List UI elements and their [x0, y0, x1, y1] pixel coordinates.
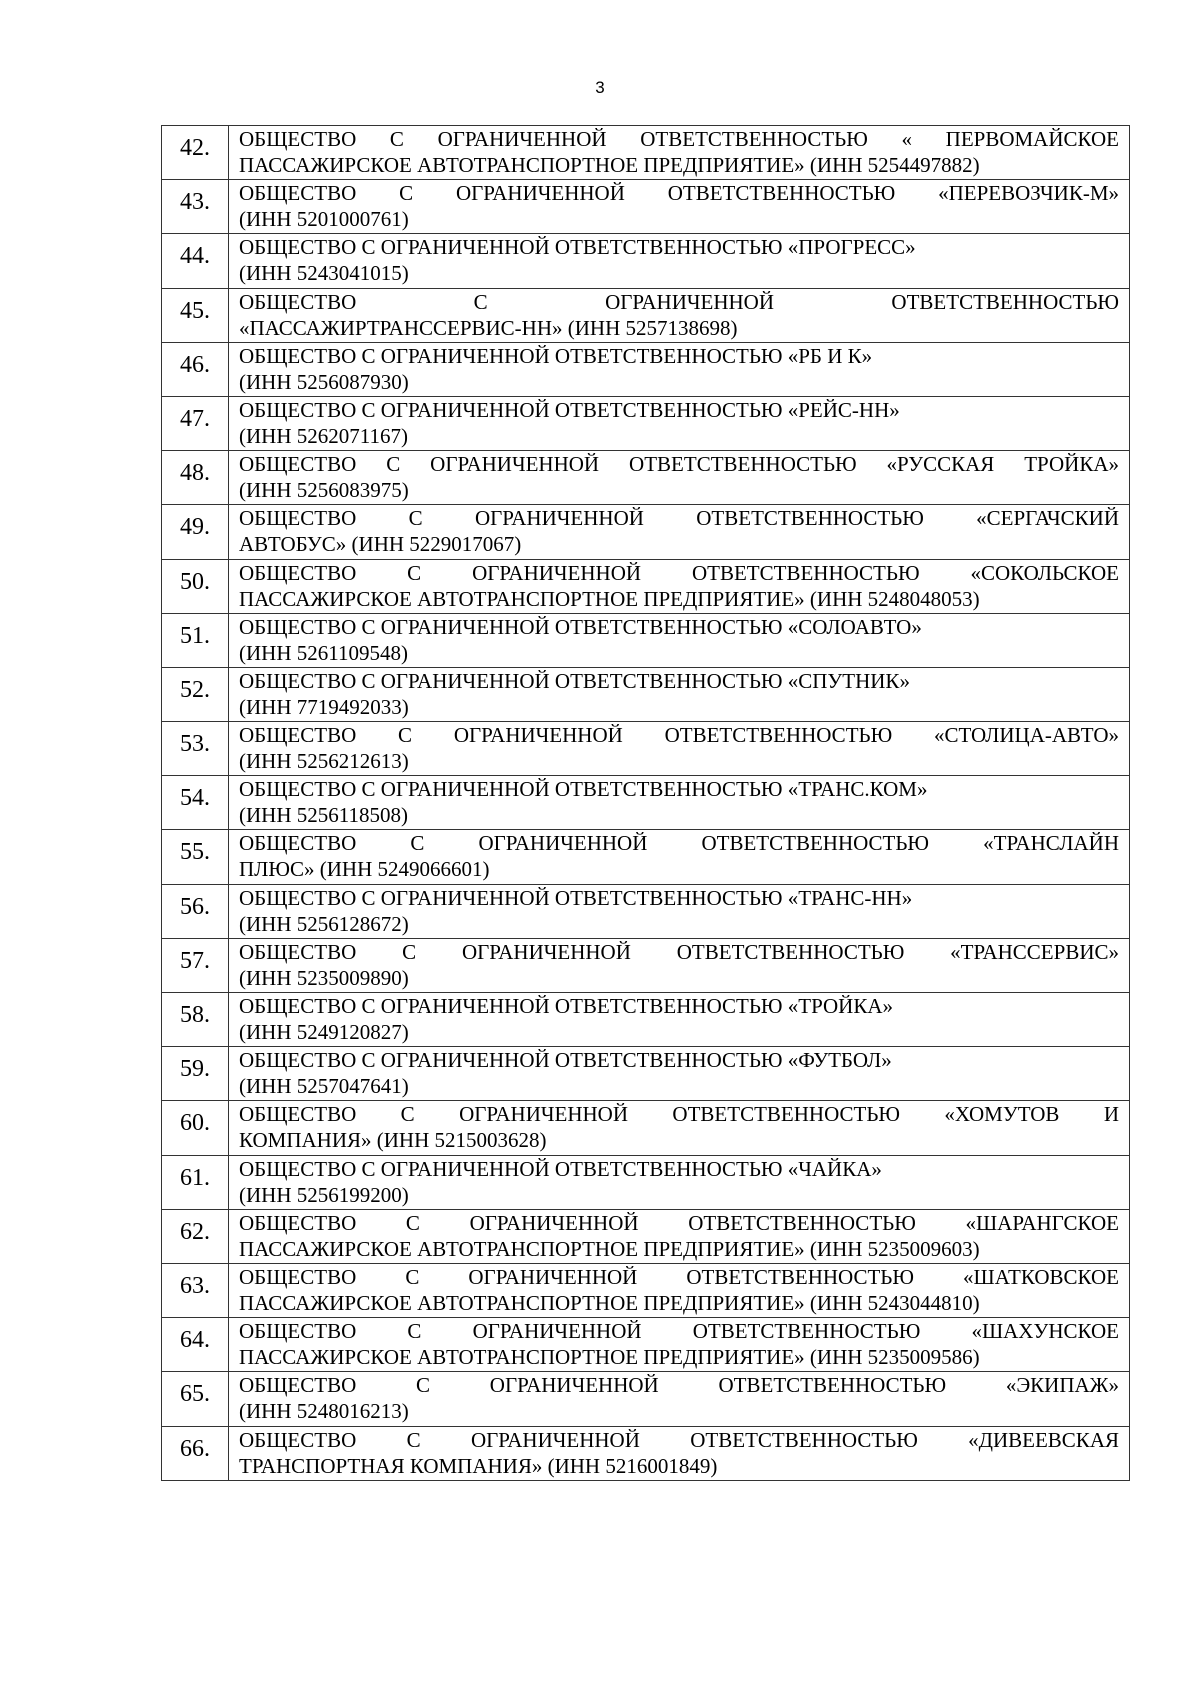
row-number: 50.	[162, 559, 229, 613]
organization-name-line2: (ИНН 5256212613)	[239, 749, 409, 774]
organization-name-line2: АВТОБУС» (ИНН 5229017067)	[239, 532, 522, 557]
organization-name-line1: ОБЩЕСТВО С ОГРАНИЧЕННОЙ ОТВЕТСТВЕННОСТЬЮ «ПЕРЕВОЗЧИК-М»	[239, 181, 1119, 206]
table-row	[162, 451, 1130, 505]
table-row	[162, 830, 1130, 884]
organization-name-line1: ОБЩЕСТВО С ОГРАНИЧЕННОЙ ОТВЕТСТВЕННОСТЬЮ «ШАРАНГСКОЕ	[239, 1210, 1119, 1235]
table-row	[162, 884, 1130, 938]
organization-cell	[229, 776, 1130, 830]
organization-name-line2: (ИНН 5262071167)	[239, 423, 408, 448]
organization-name-line1: ОБЩЕСТВО С ОГРАНИЧЕННОЙ ОТВЕТСТВЕННОСТЬЮ «ЭКИПАЖ»	[239, 1373, 1119, 1398]
organization-name-line2: (ИНН 5248016213)	[239, 1399, 409, 1424]
organization-cell	[229, 1263, 1130, 1317]
organization-name-line1: ОБЩЕСТВО С ОГРАНИЧЕННОЙ ОТВЕТСТВЕННОСТЬЮ «СОЛОАВТО»	[239, 614, 922, 639]
organization-cell	[229, 1426, 1130, 1480]
organization-name-line2: (ИНН 5249120827)	[239, 1020, 409, 1044]
row-number: 65.	[162, 1372, 229, 1426]
organization-name-line2: (ИНН 5257047641)	[239, 1074, 409, 1099]
organization-name-line2: ПАССАЖИРСКОЕ АВТОТРАНСПОРТНОЕ ПРЕДПРИЯТИЕ» (ИНН 5235009603)	[239, 1236, 980, 1261]
organization-cell	[229, 1101, 1130, 1155]
table-body	[162, 126, 1130, 1481]
organization-name-line1: ОБЩЕСТВО С ОГРАНИЧЕННОЙ ОТВЕТСТВЕННОСТЬЮ «ЧАЙКА»	[239, 1156, 882, 1181]
organization-name-line1: ОБЩЕСТВО С ОГРАНИЧЕННОЙ ОТВЕТСТВЕННОСТЬЮ «ТРАНС.КОМ»	[239, 777, 928, 802]
row-number: 44.	[162, 234, 229, 288]
row-number: 58.	[162, 993, 229, 1047]
table-row	[162, 126, 1130, 180]
organization-name-line2: (ИНН 5256087930)	[239, 369, 409, 394]
row-number: 57.	[162, 938, 229, 992]
table-row	[162, 505, 1130, 559]
organization-cell	[229, 613, 1130, 667]
row-number: 48.	[162, 451, 229, 505]
table-row	[162, 776, 1130, 830]
table-row	[162, 342, 1130, 396]
organization-name-line1: ОБЩЕСТВО С ОГРАНИЧЕННОЙ ОТВЕТСТВЕННОСТЬЮ «ШАТКОВСКОЕ	[239, 1264, 1119, 1289]
table-row	[162, 938, 1130, 992]
organization-name-line2: (ИНН 5256083975)	[239, 478, 409, 503]
row-number: 62.	[162, 1209, 229, 1263]
organization-cell	[229, 180, 1130, 234]
organization-name-line2: (ИНН 5256118508)	[239, 803, 408, 828]
row-number: 53.	[162, 722, 229, 776]
organization-name-line1: ОБЩЕСТВО С ОГРАНИЧЕННОЙ ОТВЕТСТВЕННОСТЬЮ «РУССКАЯ ТРОЙКА»	[239, 452, 1119, 477]
organizations-table	[161, 125, 1130, 1481]
row-number: 59.	[162, 1047, 229, 1101]
organization-name-line1: ОБЩЕСТВО С ОГРАНИЧЕННОЙ ОТВЕТСТВЕННОСТЬЮ «ТРАНСЛАЙН	[239, 831, 1119, 856]
organization-name-line2: ПАССАЖИРСКОЕ АВТОТРАНСПОРТНОЕ ПРЕДПРИЯТИЕ» (ИНН 5254497882)	[239, 153, 980, 177]
table-row	[162, 1155, 1130, 1209]
row-number: 55.	[162, 830, 229, 884]
row-number: 66.	[162, 1426, 229, 1480]
organization-name-line1: ОБЩЕСТВО С ОГРАНИЧЕННОЙ ОТВЕТСТВЕННОСТЬЮ «СЕРГАЧСКИЙ	[239, 506, 1119, 531]
organization-name-line1: ОБЩЕСТВО С ОГРАНИЧЕННОЙ ОТВЕТСТВЕННОСТЬЮ «ШАХУНСКОЕ	[239, 1319, 1119, 1344]
organization-name-line2: (ИНН 5201000761)	[239, 207, 409, 232]
table-row	[162, 559, 1130, 613]
table-row	[162, 396, 1130, 450]
organization-name-line2: (ИНН 5256128672)	[239, 911, 409, 936]
organization-cell	[229, 1155, 1130, 1209]
organization-cell	[229, 993, 1130, 1047]
table-row	[162, 667, 1130, 721]
table-row	[162, 1318, 1130, 1372]
organization-name-line1: ОБЩЕСТВО С ОГРАНИЧЕННОЙ ОТВЕТСТВЕННОСТЬЮ «ТРАНС-НН»	[239, 885, 913, 910]
organization-name-line2: ТРАНСПОРТНАЯ КОМПАНИЯ» (ИНН 5216001849)	[239, 1453, 718, 1478]
organization-name-line2: (ИНН 5261109548)	[239, 640, 408, 665]
row-number: 42.	[162, 126, 229, 180]
row-number: 45.	[162, 288, 229, 342]
table-row	[162, 1101, 1130, 1155]
row-number: 46.	[162, 342, 229, 396]
organization-cell	[229, 1047, 1130, 1101]
organization-cell	[229, 288, 1130, 342]
organization-cell	[229, 830, 1130, 884]
organization-name-line1: ОБЩЕСТВО С ОГРАНИЧЕННОЙ ОТВЕТСТВЕННОСТЬЮ «СПУТНИК»	[239, 668, 910, 693]
row-number: 43.	[162, 180, 229, 234]
table-row	[162, 234, 1130, 288]
table-row	[162, 1372, 1130, 1426]
organization-name-line2: ПАССАЖИРСКОЕ АВТОТРАНСПОРТНОЕ ПРЕДПРИЯТИЕ» (ИНН 5235009586)	[239, 1345, 980, 1370]
row-number: 60.	[162, 1101, 229, 1155]
table-row	[162, 1263, 1130, 1317]
organization-name-line2: ПАССАЖИРСКОЕ АВТОТРАНСПОРТНОЕ ПРЕДПРИЯТИЕ» (ИНН 5248048053)	[239, 586, 980, 611]
organization-name-line2: (ИНН 5256199200)	[239, 1182, 409, 1207]
organization-name-line2: (ИНН 5235009890)	[239, 965, 409, 990]
organization-cell	[229, 126, 1130, 180]
organization-name-line1: ОБЩЕСТВО С ОГРАНИЧЕННОЙ ОТВЕТСТВЕННОСТЬЮ «ТРОЙКА»	[239, 994, 894, 1018]
row-number: 63.	[162, 1263, 229, 1317]
organization-name-line2: (ИНН 5243041015)	[239, 261, 409, 286]
table-row	[162, 993, 1130, 1047]
row-number: 64.	[162, 1318, 229, 1372]
organization-cell	[229, 1372, 1130, 1426]
organization-name-line2: ПАССАЖИРСКОЕ АВТОТРАНСПОРТНОЕ ПРЕДПРИЯТИЕ» (ИНН 5243044810)	[239, 1290, 980, 1315]
organization-cell	[229, 396, 1130, 450]
page-number: 3	[595, 78, 605, 97]
table-row	[162, 1209, 1130, 1263]
organization-cell	[229, 667, 1130, 721]
table-row	[162, 722, 1130, 776]
table-row	[162, 1047, 1130, 1101]
organization-cell	[229, 722, 1130, 776]
organization-name-line1: ОБЩЕСТВО С ОГРАНИЧЕННОЙ ОТВЕТСТВЕННОСТЬЮ «ХОМУТОВ И	[239, 1102, 1119, 1127]
organization-name-line2: «ПАССАЖИРТРАНССЕРВИС-НН» (ИНН 5257138698)	[239, 315, 738, 340]
organization-name-line1: ОБЩЕСТВО С ОГРАНИЧЕННОЙ ОТВЕТСТВЕННОСТЬЮ «РБ И К»	[239, 343, 873, 368]
row-number: 49.	[162, 505, 229, 559]
table-row	[162, 1426, 1130, 1480]
row-number: 61.	[162, 1155, 229, 1209]
organization-cell	[229, 234, 1130, 288]
organization-name-line2: ПЛЮС» (ИНН 5249066601)	[239, 857, 490, 882]
organization-name-line1: ОБЩЕСТВО С ОГРАНИЧЕННОЙ ОТВЕТСТВЕННОСТЬЮ «ФУТБОЛ»	[239, 1048, 892, 1073]
row-number: 52.	[162, 667, 229, 721]
organization-cell	[229, 342, 1130, 396]
organization-cell	[229, 938, 1130, 992]
organization-cell	[229, 884, 1130, 938]
organization-name-line2: (ИНН 7719492033)	[239, 694, 409, 719]
row-number: 56.	[162, 884, 229, 938]
table-row	[162, 288, 1130, 342]
row-number: 47.	[162, 396, 229, 450]
organization-name-line1: ОБЩЕСТВО С ОГРАНИЧЕННОЙ ОТВЕТСТВЕННОСТЬЮ	[239, 289, 1119, 314]
organization-name-line2: КОМПАНИЯ» (ИНН 5215003628)	[239, 1128, 547, 1153]
organization-cell	[229, 1318, 1130, 1372]
table-row	[162, 180, 1130, 234]
organization-cell	[229, 1209, 1130, 1263]
organization-name-line1: ОБЩЕСТВО С ОГРАНИЧЕННОЙ ОТВЕТСТВЕННОСТЬЮ «ТРАНССЕРВИС»	[239, 939, 1119, 964]
organization-name-line1: ОБЩЕСТВО С ОГРАНИЧЕННОЙ ОТВЕТСТВЕННОСТЬЮ «ДИВЕЕВСКАЯ	[239, 1427, 1119, 1452]
organization-name-line1: ОБЩЕСТВО С ОГРАНИЧЕННОЙ ОТВЕТСТВЕННОСТЬЮ « ПЕРВОМАЙСКОЕ	[239, 127, 1119, 151]
organization-name-line1: ОБЩЕСТВО С ОГРАНИЧЕННОЙ ОТВЕТСТВЕННОСТЬЮ «РЕЙС-НН»	[239, 397, 900, 422]
organization-name-line1: ОБЩЕСТВО С ОГРАНИЧЕННОЙ ОТВЕТСТВЕННОСТЬЮ «СТОЛИЦА-АВТО»	[239, 723, 1119, 748]
organization-cell	[229, 505, 1130, 559]
organization-name-line1: ОБЩЕСТВО С ОГРАНИЧЕННОЙ ОТВЕТСТВЕННОСТЬЮ «СОКОЛЬСКОЕ	[239, 560, 1119, 585]
organization-cell	[229, 451, 1130, 505]
row-number: 54.	[162, 776, 229, 830]
organization-name-line1: ОБЩЕСТВО С ОГРАНИЧЕННОЙ ОТВЕТСТВЕННОСТЬЮ «ПРОГРЕСС»	[239, 235, 916, 260]
organization-cell	[229, 559, 1130, 613]
row-number: 51.	[162, 613, 229, 667]
table-row	[162, 613, 1130, 667]
